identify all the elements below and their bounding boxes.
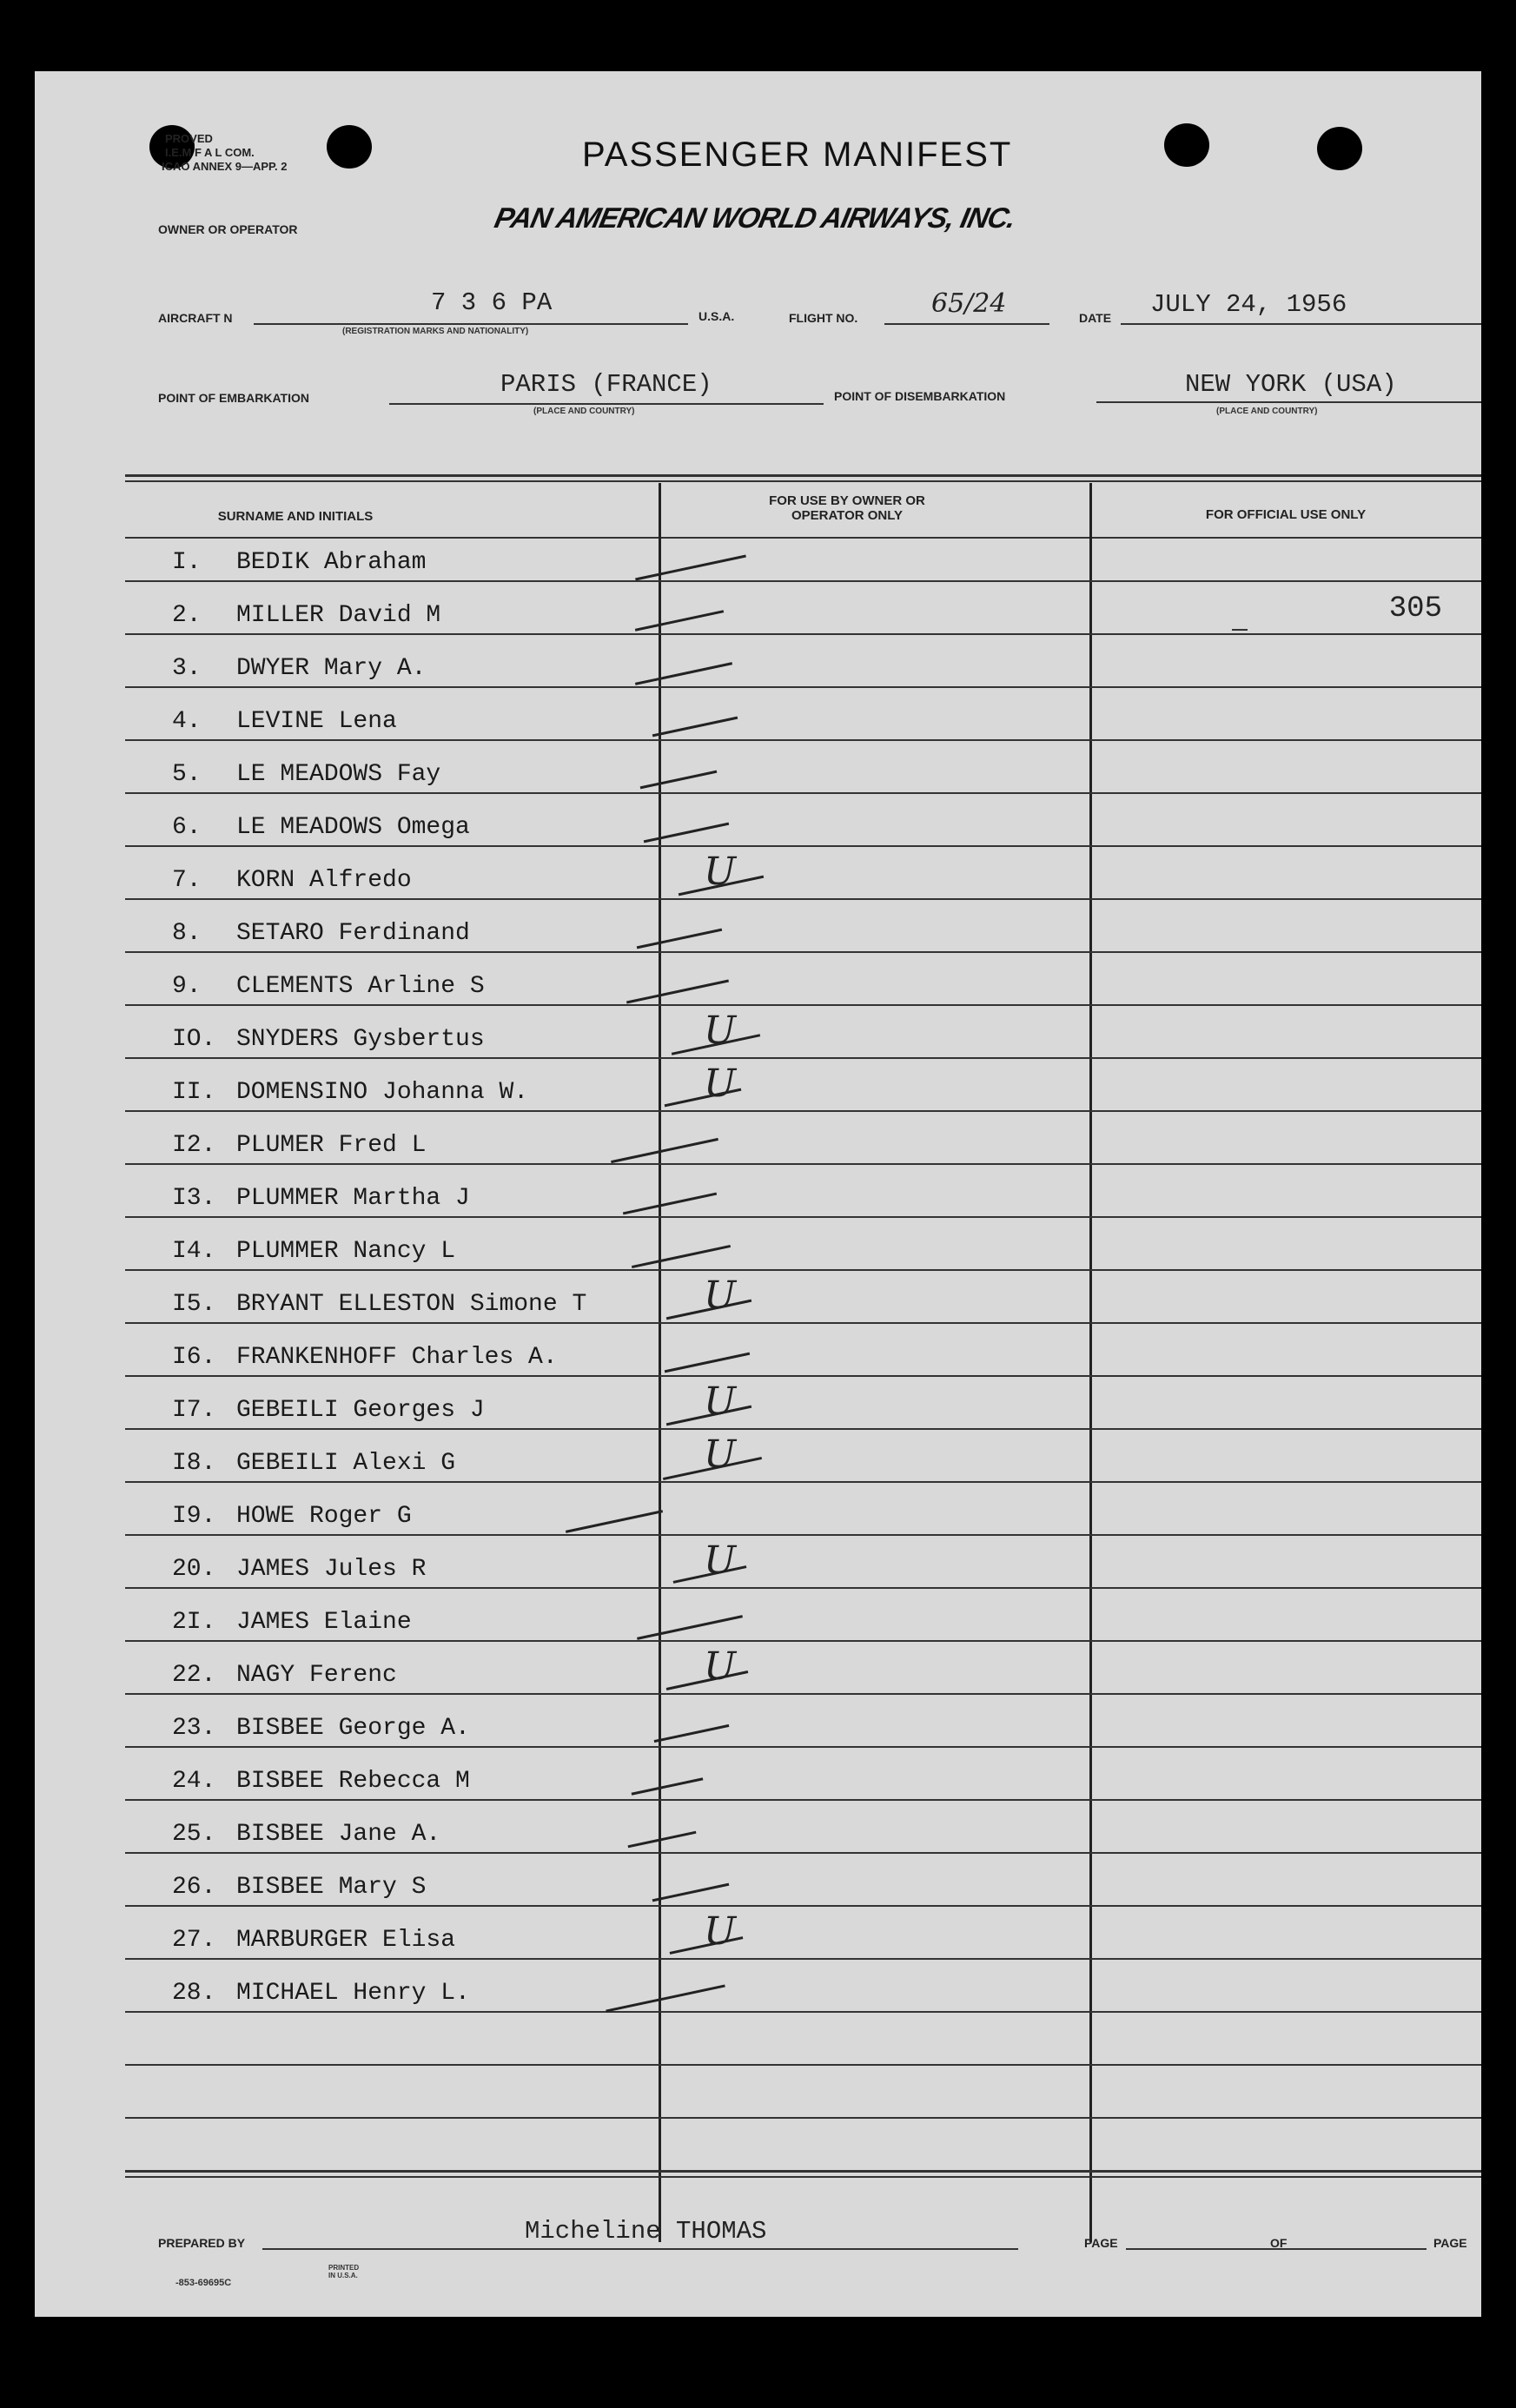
row-rule — [125, 1905, 1481, 1907]
blank-row-rule — [125, 2117, 1481, 2119]
flight-underline — [884, 323, 1049, 325]
row-rule — [125, 1587, 1481, 1589]
table-row — [172, 602, 440, 629]
row-rule — [125, 1799, 1481, 1801]
passenger-name: BEDIK Abraham — [236, 549, 427, 576]
row-rule — [125, 1163, 1481, 1165]
table-row — [172, 1768, 470, 1795]
owner-mark: U — [704, 1062, 737, 1106]
passenger-name: LE MEADOWS Omega — [236, 814, 470, 841]
row-rule — [125, 1746, 1481, 1748]
table-row — [172, 1185, 470, 1212]
check-mark — [632, 1245, 731, 1268]
disembarkation-place-note: (PLACE AND COUNTRY) — [1216, 407, 1318, 416]
passenger-name: JAMES Jules R — [236, 1556, 427, 1583]
page-title: PASSENGER MANIFEST — [582, 136, 1013, 174]
page-label-2: PAGE — [1433, 2236, 1467, 2250]
punch-hole — [1164, 123, 1209, 167]
table-row — [172, 973, 485, 1000]
passenger-name: PLUMMER Martha J — [236, 1185, 470, 1212]
passenger-name: HOWE Roger G — [236, 1503, 412, 1530]
passenger-number: 6. — [172, 814, 202, 841]
table-bottom-rule — [125, 2170, 1481, 2173]
passenger-name: PLUMER Fred L — [236, 1132, 427, 1159]
passenger-name: BISBEE Rebecca M — [236, 1768, 470, 1795]
passenger-number: 25. — [172, 1821, 216, 1848]
table-row — [172, 1874, 426, 1901]
passenger-number: I3. — [172, 1185, 216, 1212]
registration-note: (REGISTRATION MARKS AND NATIONALITY) — [342, 327, 529, 336]
passenger-number: 2I. — [172, 1609, 216, 1636]
aircraft-label: AIRCRAFT N — [158, 311, 233, 325]
official-dash — [1232, 629, 1248, 631]
table-top-rule — [125, 480, 1481, 482]
table-row — [172, 1503, 412, 1530]
table-row — [172, 1344, 558, 1371]
check-mark — [665, 1353, 750, 1373]
manifest-sheet — [35, 71, 1481, 2317]
passenger-name: BISBEE George A. — [236, 1715, 470, 1742]
table-row — [172, 1397, 485, 1424]
passenger-name: SNYDERS Gysbertus — [236, 1026, 485, 1053]
row-rule — [125, 739, 1481, 741]
passenger-name: SETARO Ferdinand — [236, 920, 470, 947]
passenger-name: JAMES Elaine — [236, 1609, 412, 1636]
table-row — [172, 867, 412, 894]
page-label: PAGE — [1084, 2236, 1118, 2250]
of-label: OF — [1270, 2236, 1288, 2250]
owner-mark: U — [704, 1909, 737, 1954]
table-row — [172, 920, 470, 947]
prepared-by-value: Micheline THOMAS — [525, 2217, 767, 2246]
row-rule — [125, 898, 1481, 900]
aircraft-value: 7 3 6 PA — [431, 288, 553, 317]
row-rule — [125, 951, 1481, 953]
passenger-number: 26. — [172, 1874, 216, 1901]
passenger-name: GEBEILI Georges J — [236, 1397, 485, 1424]
table-row — [172, 814, 470, 841]
check-mark — [637, 1615, 743, 1640]
approval-stamp-line: I.E.M F A L COM. — [165, 146, 255, 159]
owner-mark: U — [704, 1432, 737, 1477]
passenger-number: 24. — [172, 1768, 216, 1795]
disembarkation-value: NEW YORK (USA) — [1185, 370, 1397, 399]
check-mark — [652, 1883, 730, 1902]
form-code: -853-69695C — [175, 2278, 232, 2288]
check-mark — [635, 610, 724, 632]
approval-stamp-line: PROVED — [165, 132, 213, 145]
passenger-number: 23. — [172, 1715, 216, 1742]
owner-mark: U — [704, 1379, 737, 1424]
row-rule — [125, 1958, 1481, 1960]
check-mark — [637, 929, 722, 949]
check-mark — [606, 1984, 725, 2012]
passenger-name: LEVINE Lena — [236, 708, 397, 735]
owner-mark: U — [704, 850, 737, 894]
check-mark — [632, 1777, 704, 1795]
official-number: 305 — [1388, 592, 1442, 625]
passenger-number: 4. — [172, 708, 202, 735]
table-row — [172, 1450, 455, 1477]
table-row — [172, 1132, 426, 1159]
table-row — [172, 1238, 455, 1265]
table-bottom-rule — [125, 2176, 1481, 2178]
date-underline — [1121, 323, 1481, 325]
row-rule — [125, 1269, 1481, 1271]
row-rule — [125, 1693, 1481, 1695]
row-rule — [125, 633, 1481, 635]
passenger-name: LE MEADOWS Fay — [236, 761, 441, 788]
nationality: U.S.A. — [698, 309, 735, 323]
row-rule — [125, 792, 1481, 794]
passenger-name: BRYANT ELLESTON Simone T — [236, 1291, 587, 1318]
check-mark — [566, 1510, 663, 1533]
owner-column-divider — [659, 483, 661, 2242]
table-row — [172, 1609, 412, 1636]
approval-stamp-line: ICAO ANNEX 9—APP. 2 — [162, 160, 288, 173]
table-row — [172, 1821, 440, 1848]
check-mark — [628, 1831, 697, 1849]
passenger-number: I2. — [172, 1132, 216, 1159]
table-row — [172, 1026, 485, 1053]
check-mark — [644, 823, 729, 843]
row-rule — [125, 1375, 1481, 1377]
passenger-number: I. — [172, 549, 202, 576]
table-row — [172, 1079, 528, 1106]
passenger-name: PLUMMER Nancy L — [236, 1238, 456, 1265]
passenger-number: 20. — [172, 1556, 216, 1583]
row-rule — [125, 1852, 1481, 1854]
passenger-name: KORN Alfredo — [236, 867, 412, 894]
row-rule — [125, 2011, 1481, 2013]
passenger-name: MILLER David M — [236, 602, 441, 629]
passenger-number: 9. — [172, 973, 202, 1000]
table-row — [172, 655, 426, 682]
table-row — [172, 1715, 470, 1742]
owner-mark: U — [704, 1009, 737, 1053]
row-rule — [125, 686, 1481, 688]
passenger-number: I7. — [172, 1397, 216, 1424]
embarkation-value: PARIS (FRANCE) — [500, 370, 712, 399]
passenger-number: 7. — [172, 867, 202, 894]
passenger-name: BISBEE Mary S — [236, 1874, 427, 1901]
check-mark — [623, 1193, 717, 1215]
check-mark — [635, 662, 732, 685]
table-row — [172, 1556, 426, 1583]
prepared-by-underline — [262, 2248, 1018, 2250]
disembarkation-label: POINT OF DISEMBARKATION — [834, 389, 1006, 403]
owner-mark: U — [704, 1538, 737, 1583]
punch-hole — [327, 125, 372, 169]
printed-note: PRINTED IN U.S.A. — [328, 2264, 360, 2279]
owner-mark: U — [704, 1273, 737, 1318]
embarkation-place-note: (PLACE AND COUNTRY) — [533, 407, 635, 416]
passenger-number: 27. — [172, 1927, 216, 1954]
row-rule — [125, 845, 1481, 847]
prepared-by-label: PREPARED BY — [158, 2236, 246, 2250]
passenger-name: DOMENSINO Johanna W. — [236, 1079, 529, 1106]
embarkation-underline — [389, 403, 824, 405]
passenger-name: MICHAEL Henry L. — [236, 1980, 470, 2007]
check-mark — [611, 1138, 718, 1163]
passenger-number: IO. — [172, 1026, 216, 1053]
header-bottom-rule — [125, 537, 1481, 539]
date-label: DATE — [1079, 311, 1112, 325]
table-row — [172, 761, 440, 788]
table-top-rule — [125, 474, 1481, 477]
passenger-name: BISBEE Jane A. — [236, 1821, 441, 1848]
passenger-number: I5. — [172, 1291, 216, 1318]
flight-value: 65/24 — [931, 288, 1007, 319]
owner-label: OWNER OR OPERATOR — [158, 222, 298, 236]
column-header-owner: FOR USE BY OWNER OR OPERATOR ONLY — [769, 493, 925, 523]
row-rule — [125, 1534, 1481, 1536]
row-rule — [125, 1057, 1481, 1059]
passenger-number: 2. — [172, 602, 202, 629]
passenger-name: NAGY Ferenc — [236, 1662, 397, 1689]
check-mark — [635, 555, 746, 581]
table-row — [172, 708, 397, 735]
row-rule — [125, 1322, 1481, 1324]
blank-row-rule — [125, 2064, 1481, 2066]
punch-hole — [1317, 127, 1362, 170]
passenger-number: 28. — [172, 1980, 216, 2007]
check-mark — [652, 717, 738, 738]
check-mark — [640, 771, 718, 790]
aircraft-underline — [254, 323, 688, 325]
passenger-number: I8. — [172, 1450, 216, 1477]
check-mark — [654, 1724, 730, 1743]
row-rule — [125, 1481, 1481, 1483]
embarkation-label: POINT OF EMBARKATION — [158, 391, 309, 405]
owner-mark: U — [704, 1644, 737, 1689]
check-mark — [626, 980, 729, 1004]
of-underline — [1296, 2248, 1427, 2250]
row-rule — [125, 1216, 1481, 1218]
passenger-number: I9. — [172, 1503, 216, 1530]
row-rule — [125, 1428, 1481, 1430]
disembarkation-underline — [1096, 401, 1481, 403]
passenger-name: DWYER Mary A. — [236, 655, 427, 682]
passenger-name: MARBURGER Elisa — [236, 1927, 456, 1954]
passenger-number: I6. — [172, 1344, 216, 1371]
column-header-official: FOR OFFICIAL USE ONLY — [1205, 507, 1367, 522]
table-row — [172, 1291, 586, 1318]
table-row — [172, 1980, 470, 2007]
passenger-number: I4. — [172, 1238, 216, 1265]
flight-label: FLIGHT NO. — [789, 311, 858, 325]
row-rule — [125, 1110, 1481, 1112]
row-rule — [125, 1640, 1481, 1642]
passenger-name: CLEMENTS Arline S — [236, 973, 485, 1000]
passenger-number: II. — [172, 1079, 216, 1106]
row-rule — [125, 1004, 1481, 1006]
table-row — [172, 1662, 397, 1689]
passenger-number: 8. — [172, 920, 202, 947]
table-row — [172, 549, 426, 576]
date-value: JULY 24, 1956 — [1150, 290, 1347, 319]
passenger-number: 3. — [172, 655, 202, 682]
column-header-surname: SURNAME AND INITIALS — [217, 509, 374, 524]
passenger-name: GEBEILI Alexi G — [236, 1450, 456, 1477]
row-rule — [125, 580, 1481, 582]
passenger-number: 5. — [172, 761, 202, 788]
passenger-number: 22. — [172, 1662, 216, 1689]
passenger-name: FRANKENHOFF Charles A. — [236, 1344, 558, 1371]
carrier-name: PAN AMERICAN WORLD AIRWAYS, INC. — [492, 202, 1019, 234]
official-column-divider — [1089, 483, 1092, 2242]
table-row — [172, 1927, 455, 1954]
